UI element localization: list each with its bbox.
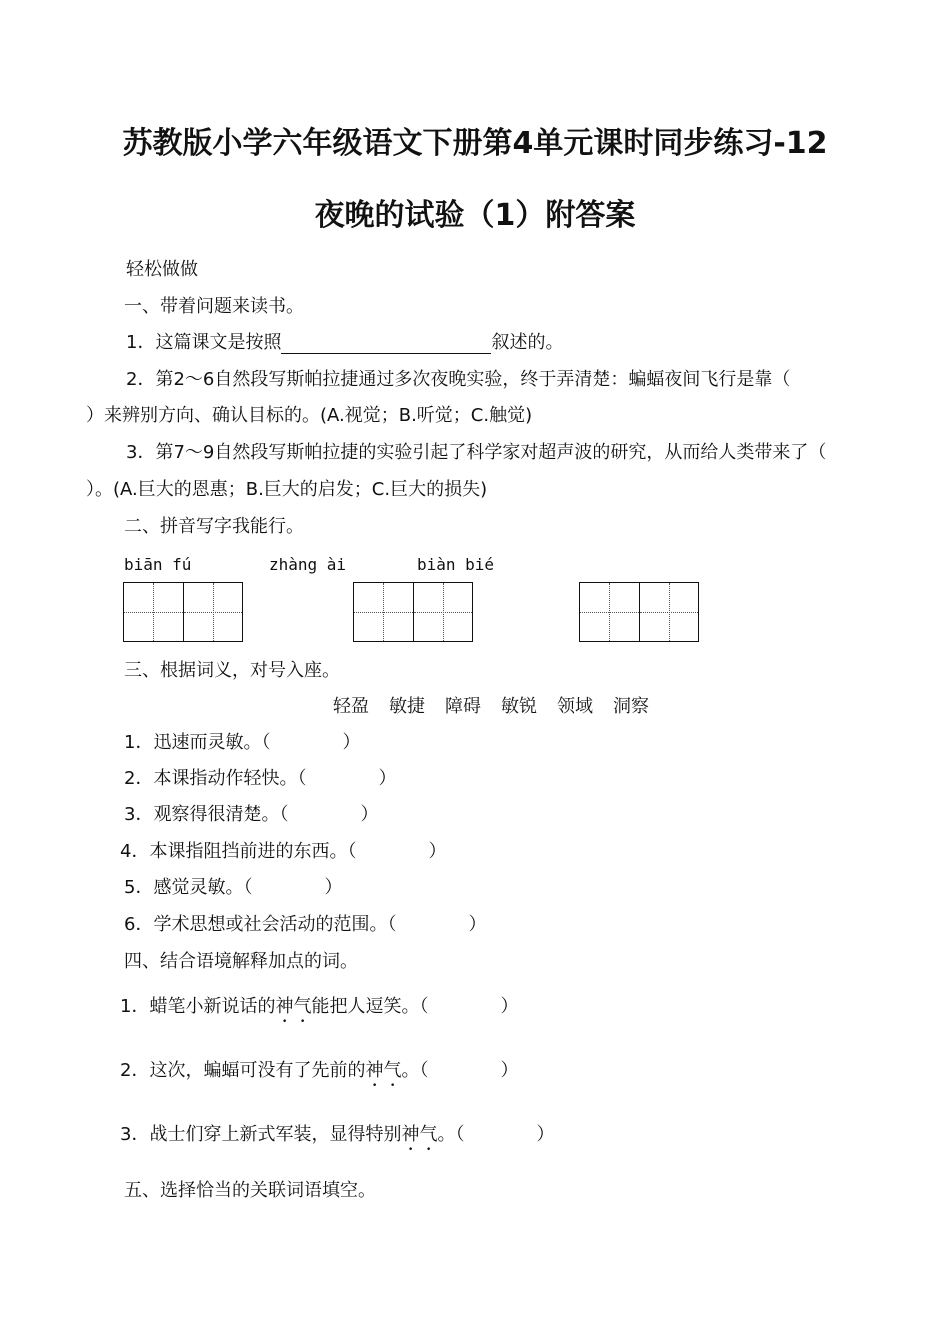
word-6: 洞察 (613, 696, 649, 717)
question-3-line1: 3．第7～9自然段写斯帕拉捷的实验引起了科学家对超声波的研究，从而给人类带来了（ (126, 442, 827, 463)
question-2-line1: 2．第2～6自然段写斯帕拉捷通过多次夜晚实验，终于弄清楚：蝙蝠夜间飞行是靠（ (126, 369, 791, 390)
dotted-word: 神气 (275, 996, 312, 1017)
q1-blank (281, 335, 491, 354)
definition-item-6: 6．学术思想或社会活动的范围。（ ） (124, 914, 487, 935)
subtitle: 轻松做做 (126, 259, 198, 280)
section2-heading: 二、拼音写字我能行。 (124, 516, 304, 537)
definition-item-1: 1．迅速而灵敏。（ ） (124, 732, 361, 753)
pinyin-3: biàn bié (417, 555, 495, 574)
word-3: 障碍 (445, 696, 481, 717)
word-5: 领域 (557, 696, 593, 717)
item-text: 3．战士们穿上新式军装，显得特别 (120, 1124, 402, 1145)
writing-grid-1 (123, 582, 243, 642)
item-text: 。（ ） (401, 1060, 519, 1081)
document-title-line1: 苏教版小学六年级语文下册第4单元课时同步练习-12 (122, 126, 828, 161)
definition-item-2: 2．本课指动作轻快。（ ） (124, 768, 397, 789)
question-2-line2: ）来辨别方向、确认目标的。(A.视觉；B.听觉；C.触觉) (86, 405, 533, 426)
pinyin-1: biān fú (124, 555, 192, 574)
word-bank (333, 696, 669, 718)
item-text: 能把人逗笑。（ ） (311, 996, 519, 1017)
section3-heading: 三、根据词义，对号入座。 (124, 660, 340, 681)
context-item-2 (120, 1060, 518, 1091)
question-1 (126, 332, 563, 354)
context-item-3 (120, 1124, 554, 1155)
q1-text-pre: 1．这篇课文是按照 (126, 332, 282, 353)
section4-heading: 四、结合语境解释加点的词。 (124, 951, 358, 972)
dotted-word: 神气 (401, 1124, 438, 1145)
word-1: 轻盈 (333, 696, 369, 717)
q1-text-post: 叙述的。 (491, 332, 564, 353)
section1-heading: 一、带着问题来读书。 (124, 296, 304, 317)
item-text: 1．蜡笔小新说话的 (120, 996, 276, 1017)
writing-grid-2 (353, 582, 473, 642)
document-title-line2: 夜晚的试验（1）附答案 (314, 198, 636, 233)
question-3-line2: ）。(A.巨大的恩惠；B.巨大的启发；C.巨大的损失) (86, 479, 488, 500)
definition-item-4: 4．本课指阻挡前进的东西。（ ） (120, 841, 447, 862)
word-4: 敏锐 (501, 696, 537, 717)
item-text: 2．这次，蝙蝠可没有了先前的 (120, 1060, 366, 1081)
dotted-word: 神气 (365, 1060, 402, 1081)
definition-item-5: 5．感觉灵敏。（ ） (124, 877, 343, 898)
section5-heading: 五、选择恰当的关联词语填空。 (124, 1180, 376, 1201)
definition-item-3: 3．观察得很清楚。（ ） (124, 804, 379, 825)
context-item-1 (120, 996, 518, 1027)
pinyin-2: zhàng ài (269, 555, 347, 574)
writing-grid-3 (579, 582, 699, 642)
item-text: 。（ ） (437, 1124, 555, 1145)
word-2: 敏捷 (389, 696, 425, 717)
